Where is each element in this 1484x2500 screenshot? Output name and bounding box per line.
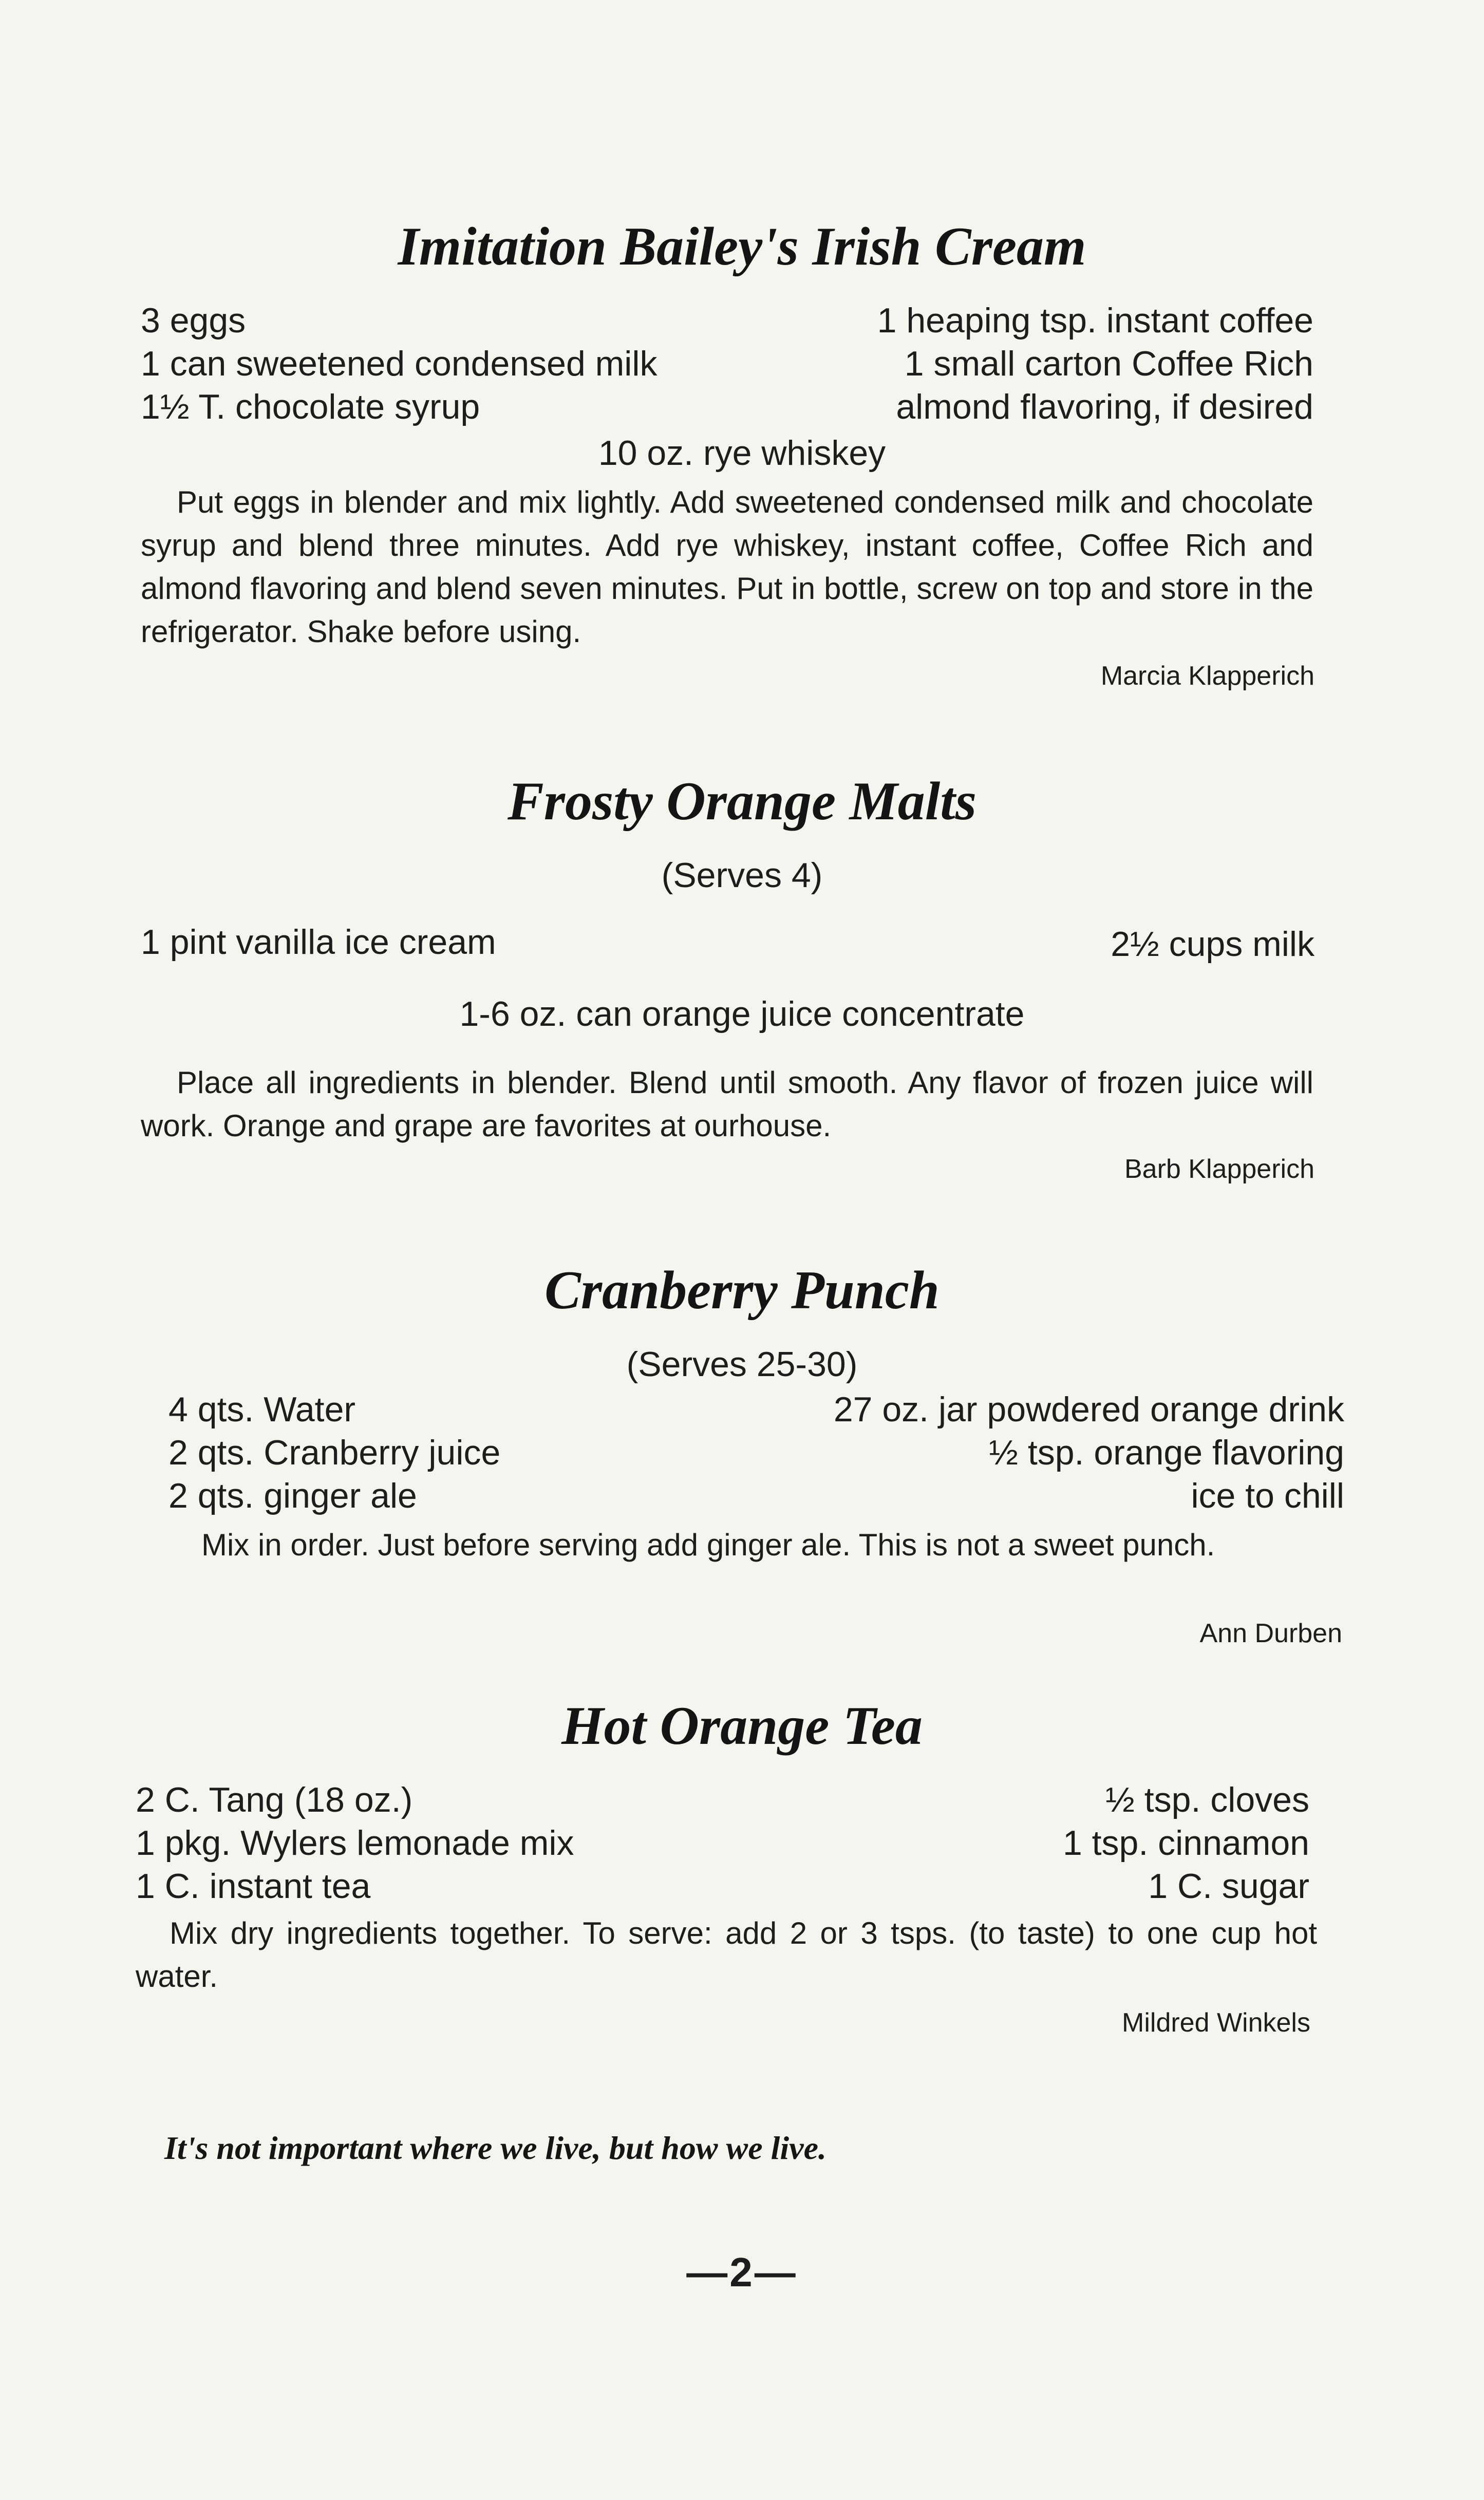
recipe-serves: (Serves 25-30) [626, 1345, 858, 1384]
ingredient: 1 heaping tsp. instant coffee [877, 301, 1313, 340]
ingredient: ½ tsp. cloves [1105, 1780, 1309, 1819]
page-number: —2— [686, 2249, 798, 2295]
recipe-author: Marcia Klapperich [1100, 661, 1314, 691]
ingredient: almond flavoring, if desired [896, 387, 1313, 426]
ingredient: 3 eggs [141, 301, 246, 340]
ingredient: 1 C. sugar [1148, 1867, 1309, 1906]
ingredient: 27 oz. jar powdered orange drink [833, 1390, 1344, 1429]
recipe-instructions: Mix dry ingredients together. To serve: add 2 or 3 tsps. (to taste) to one cup hot water. [136, 1916, 1317, 1994]
recipe-title: Frosty Orange Malts [508, 771, 976, 831]
recipe-title: Imitation Bailey's Irish Cream [398, 216, 1086, 276]
ingredient: 1-6 oz. can orange juice concentrate [459, 994, 1025, 1033]
recipe-author: Ann Durben [1199, 1619, 1342, 1648]
recipe-title: Cranberry Punch [544, 1260, 940, 1320]
ingredient: 2 qts. ginger ale [168, 1476, 417, 1515]
closing-quote: It's not important where we live, but how we live. [164, 2130, 826, 2166]
ingredient: 2 qts. Cranberry juice [168, 1433, 501, 1472]
recipe-author: Mildred Winkels [1122, 2008, 1310, 2038]
ingredient: 1½ T. chocolate syrup [141, 387, 480, 426]
recipe-instructions: Put eggs in blender and mix lightly. Add sweetened condensed milk and chocolate syrup and blend three minutes. Add rye whiskey, instant coffee, Coffee Rich and almond flavoring and blend seven minutes. Put in bottle, screw on top and store in the refrigerator. Shake before using. [141, 485, 1313, 649]
recipe-instructions: Mix in order. Just before serving add ginger ale. This is not a sweet punch. [201, 1528, 1215, 1562]
ingredient: 1 tsp. cinnamon [1062, 1824, 1309, 1863]
ingredient: 4 qts. Water [168, 1390, 356, 1429]
ingredient: 1 pint vanilla ice cream [141, 923, 496, 962]
ingredient: 2 C. Tang (18 oz.) [136, 1780, 413, 1819]
ingredient: 1 pkg. Wylers lemonade mix [136, 1824, 574, 1863]
recipe-serves: (Serves 4) [661, 856, 823, 895]
ingredient: 1 can sweetened condensed milk [141, 344, 658, 383]
ingredient: 2½ cups milk [1111, 925, 1314, 964]
ingredient: ½ tsp. orange flavoring [989, 1433, 1344, 1472]
ingredient: 10 oz. rye whiskey [598, 434, 886, 473]
recipe-author: Barb Klapperich [1124, 1154, 1314, 1184]
recipe-title: Hot Orange Tea [561, 1696, 923, 1756]
recipe-instructions: Place all ingredients in blender. Blend until smooth. Any flavor of frozen juice will work. Orange and grape are favorites at ourhouse. [141, 1065, 1313, 1143]
ingredient: ice to chill [1191, 1476, 1344, 1515]
ingredient: 1 C. instant tea [136, 1867, 371, 1906]
ingredient: 1 small carton Coffee Rich [904, 344, 1313, 383]
